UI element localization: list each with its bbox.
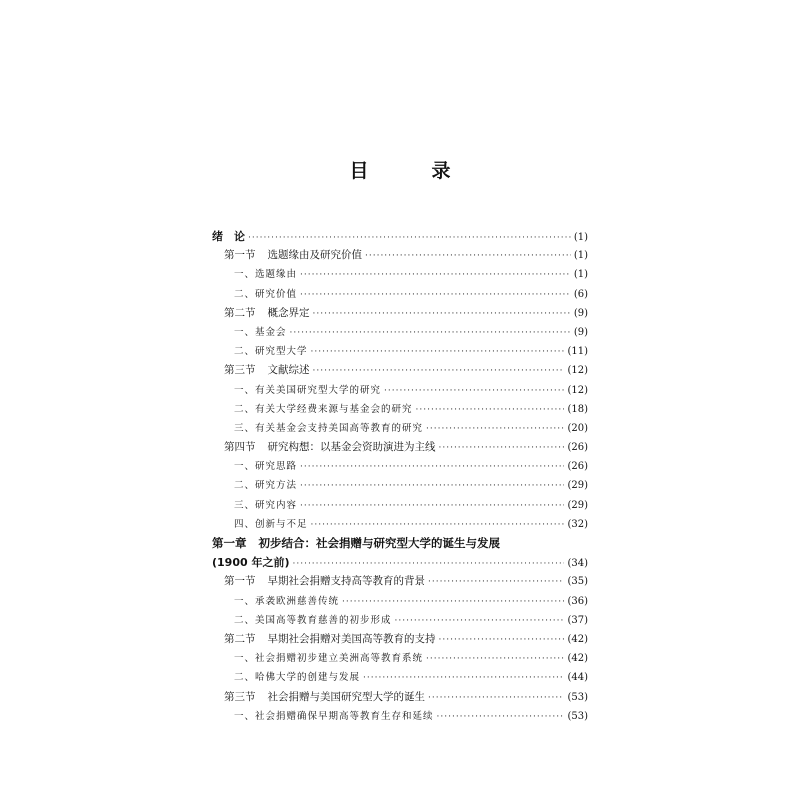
toc-page-number: (53) — [567, 710, 588, 722]
dot-leader — [342, 597, 564, 607]
toc-page-number: (37) — [567, 614, 588, 626]
toc-section-number: 第三节 — [224, 690, 256, 703]
dot-leader — [300, 290, 571, 300]
toc-entry — [212, 266, 588, 285]
dot-leader — [384, 386, 564, 396]
toc-page-number: (1) — [573, 269, 588, 281]
dot-leader — [437, 712, 565, 722]
dot-leader — [293, 559, 565, 569]
toc-section-number: 第一章 — [212, 536, 247, 550]
toc-section-number: 第一节 — [224, 249, 256, 262]
dot-leader — [365, 251, 571, 261]
dot-leader — [311, 520, 565, 530]
toc-entry — [212, 228, 588, 247]
dot-leader — [248, 233, 571, 243]
toc-entry — [212, 497, 588, 516]
toc-entry — [212, 650, 588, 669]
toc-section-number: 第四节 — [224, 441, 256, 454]
toc-page-number: (29) — [567, 480, 588, 492]
toc-entry — [212, 286, 588, 305]
toc-page-number: (29) — [567, 499, 588, 511]
dot-leader — [300, 462, 564, 472]
toc-entry — [212, 439, 588, 458]
toc-entry — [212, 554, 588, 573]
dot-leader — [416, 405, 565, 415]
dot-leader — [313, 309, 571, 319]
toc-entry — [212, 516, 588, 535]
toc-entry-title: 一、社会捐赠确保早期高等教育生存和延续 — [234, 710, 434, 722]
toc-entry — [212, 477, 588, 496]
toc-page-number: (35) — [567, 576, 588, 588]
toc-page-number: (1) — [573, 232, 588, 243]
dot-leader — [395, 616, 565, 626]
toc-entry-title: 二、研究方法 — [234, 480, 298, 492]
toc-entry — [212, 535, 588, 554]
toc-page-number: (44) — [567, 672, 588, 684]
dot-leader — [290, 328, 571, 338]
toc-entry — [212, 305, 588, 324]
toc-entry-title: 文献综述 — [267, 364, 310, 377]
toc-entry-title: 一、有关美国研究型大学的研究 — [234, 384, 382, 396]
toc-page-number: (26) — [567, 461, 588, 473]
toc-entry — [212, 573, 588, 592]
toc-page-number: (42) — [567, 653, 588, 665]
toc-page-number: (6) — [573, 288, 588, 300]
toc-entry-title: 四、创新与不足 — [234, 518, 308, 530]
toc-page-number: (11) — [567, 346, 588, 358]
toc-entry — [212, 612, 588, 631]
toc-page-number: (26) — [567, 442, 588, 454]
toc-entry-title: 三、研究内容 — [234, 499, 298, 511]
dot-leader — [300, 481, 564, 491]
toc-page-number: (53) — [567, 691, 588, 703]
toc-entry-title: 一、基金会 — [234, 326, 287, 338]
toc-page-number: (12) — [567, 365, 588, 377]
dot-leader — [428, 693, 564, 703]
toc-entry-title: 三、有关基金会支持美国高等教育的研究 — [234, 422, 424, 434]
toc-entry — [212, 343, 588, 362]
toc-entry-title: 一、研究思路 — [234, 461, 298, 473]
toc-entry-title: 早期社会捐赠对美国高等教育的支持 — [267, 632, 436, 645]
toc-entry-title: 二、研究价值 — [234, 288, 298, 300]
toc-page-number: (18) — [567, 403, 588, 415]
toc-entry-title: 一、承袭欧洲慈善传统 — [234, 595, 340, 607]
toc-page-number: (32) — [567, 518, 588, 530]
toc-page-number: (34) — [567, 558, 588, 570]
toc-page-number: (36) — [567, 595, 588, 607]
toc-entry-title: 概念界定 — [267, 306, 310, 319]
toc-entry — [212, 382, 588, 401]
dot-leader — [426, 654, 564, 664]
toc-entry-title: 二、有关大学经费来源与基金会的研究 — [234, 403, 413, 415]
toc-entry — [212, 401, 588, 420]
dot-leader — [428, 577, 564, 587]
toc-entry-title: 绪 论 — [212, 230, 245, 243]
toc-entry — [212, 420, 588, 439]
toc-entry — [212, 708, 588, 727]
toc-entry — [212, 458, 588, 477]
dot-leader — [300, 501, 564, 511]
dot-leader — [426, 424, 564, 434]
toc-page-number: (1) — [573, 250, 588, 262]
dot-leader — [300, 270, 571, 280]
table-of-contents — [212, 228, 588, 727]
toc-entry-title: 二、美国高等教育慈善的初步形成 — [234, 614, 392, 626]
toc-entry — [212, 247, 588, 266]
page-title: 目 录 — [349, 160, 473, 182]
toc-page-number: (20) — [567, 422, 588, 434]
toc-entry-title: 一、社会捐赠初步建立美洲高等教育系统 — [234, 653, 424, 665]
toc-entry — [212, 593, 588, 612]
toc-entry — [212, 669, 588, 688]
dot-leader — [439, 443, 565, 453]
toc-entry-title: 早期社会捐赠支持高等教育的背景 — [267, 575, 425, 588]
toc-entry-title: 初步结合：社会捐赠与研究型大学的诞生与发展 — [258, 536, 500, 550]
toc-entry — [212, 631, 588, 650]
toc-section-number: 第三节 — [224, 364, 256, 377]
toc-entry-title: (1900 年之前) — [212, 556, 290, 570]
toc-entry-title: 选题缘由及研究价值 — [267, 249, 362, 262]
toc-page-number: (9) — [573, 307, 588, 319]
toc-entry-title: 二、哈佛大学的创建与发展 — [234, 672, 361, 684]
toc-entry — [212, 362, 588, 381]
toc-entry-title: 社会捐赠与美国研究型大学的诞生 — [267, 690, 425, 703]
toc-section-number: 第一节 — [224, 575, 256, 588]
dot-leader — [311, 347, 565, 357]
toc-entry-title: 研究构想：以基金会资助演进为主线 — [267, 441, 436, 454]
toc-page-number: (42) — [567, 633, 588, 645]
toc-section-number: 第二节 — [224, 306, 256, 319]
toc-entry — [212, 324, 588, 343]
dot-leader — [363, 673, 564, 683]
toc-section-number: 第二节 — [224, 632, 256, 645]
toc-entry-title: 一、选题缘由 — [234, 269, 298, 281]
toc-entry — [212, 689, 588, 708]
toc-page-number: (12) — [567, 384, 588, 396]
toc-entry-title: 二、研究型大学 — [234, 346, 308, 358]
dot-leader — [439, 635, 565, 645]
dot-leader — [313, 366, 565, 376]
toc-page-number: (9) — [573, 326, 588, 338]
